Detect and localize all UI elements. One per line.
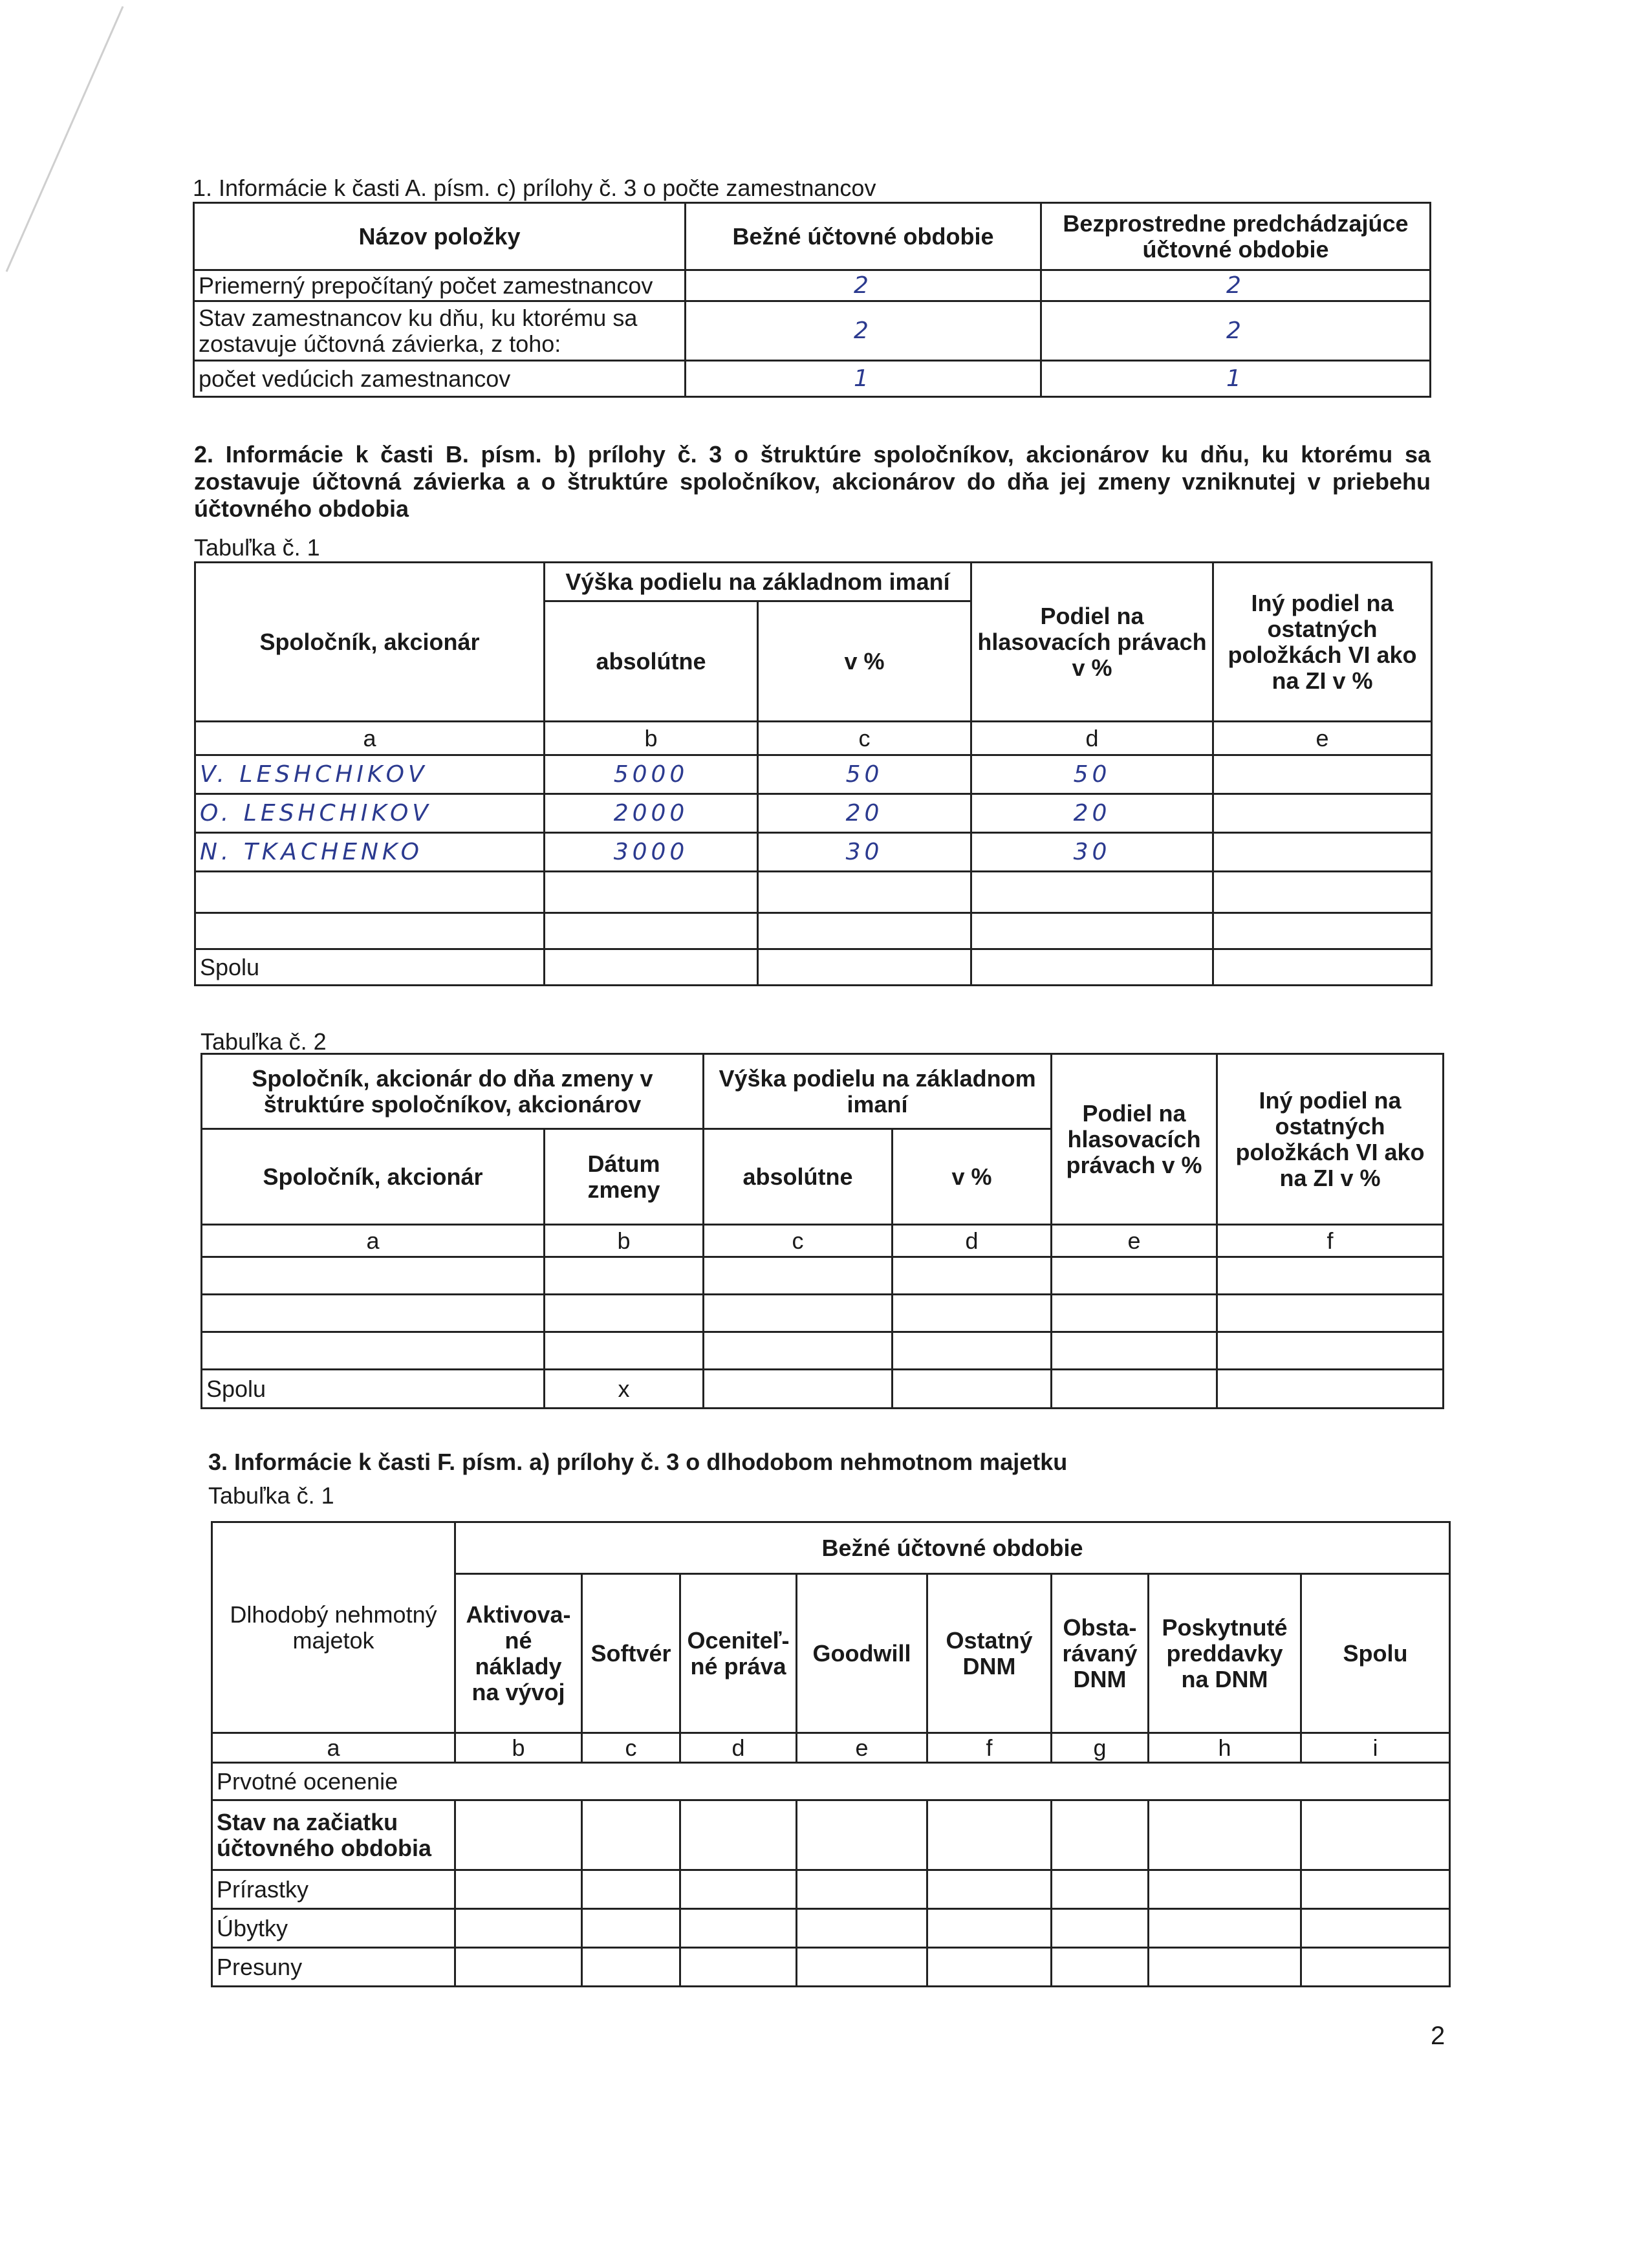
total-row <box>195 949 1432 986</box>
col-letter: c <box>582 1733 680 1763</box>
section1-title: 1. Informácie k časti A. písm. c) prílohy č. 3 o počte zamestnancov <box>193 175 876 201</box>
table-row <box>212 1870 1450 1909</box>
absolute-value: 2000 <box>545 794 758 833</box>
column-letters-row <box>195 722 1432 755</box>
header-other-dnm: Ostatný DNM <box>927 1574 1052 1733</box>
scan-edge-mark <box>0 0 142 297</box>
col-letter: g <box>1052 1733 1149 1763</box>
col-letter: d <box>971 722 1213 755</box>
col-letter: f <box>1217 1225 1444 1257</box>
other-value <box>1213 794 1432 833</box>
intangible-assets-table <box>211 1521 1451 1987</box>
col-letter: e <box>1213 722 1432 755</box>
header-capital-share: Výška podielu na základnom imaní <box>545 563 971 601</box>
table-row <box>202 1257 1444 1295</box>
voting-value: 20 <box>971 794 1213 833</box>
header-other-share: Iný podiel na ostatných položkách VI ako na ZI v % <box>1213 563 1432 722</box>
header-percent: v % <box>758 601 971 722</box>
col-letter: d <box>893 1225 1052 1257</box>
other-value <box>1213 833 1432 872</box>
total-date: x <box>545 1370 704 1409</box>
voting-value: 30 <box>971 833 1213 872</box>
header-other-share: Iný podiel na ostatných položkách VI ako na ZI v % <box>1217 1054 1444 1225</box>
previous-value: 1 <box>1041 361 1431 397</box>
col-letter: a <box>202 1225 545 1257</box>
header-voting-share: Podiel na hlasovacích právach v % <box>971 563 1213 722</box>
header-total: Spolu <box>1301 1574 1450 1733</box>
header-acquired-dnm: Obsta-rávaný DNM <box>1052 1574 1149 1733</box>
col-letter: b <box>545 1225 704 1257</box>
absolute-value: 3000 <box>545 833 758 872</box>
header-item: Dlhodobý nehmotný majetok <box>212 1522 455 1733</box>
row-label: Prírastky <box>212 1870 455 1909</box>
table-row <box>212 1763 1450 1800</box>
header-absolute: absolútne <box>545 601 758 722</box>
header-software: Softvér <box>582 1574 680 1733</box>
absolute-value: 5000 <box>545 755 758 794</box>
total-row <box>202 1370 1444 1409</box>
header-change-date: Dátum zmeny <box>545 1129 704 1225</box>
page-number: 2 <box>1431 2022 1446 2050</box>
row-label: Prvotné ocenenie <box>212 1763 1450 1800</box>
current-value: 2 <box>686 270 1041 301</box>
header-partner-group: Spoločník, akcionár do dňa zmeny v štruktúre spoločníkov, akcionárov <box>202 1054 704 1129</box>
section3-table-label: Tabuľka č. 1 <box>208 1482 334 1509</box>
table-row <box>195 872 1432 913</box>
header-current-period: Bežné účtovné obdobie <box>686 203 1041 270</box>
header-capitalized-dev: Aktivova-né náklady na vývoj <box>455 1574 582 1733</box>
table2-label: Tabuľka č. 2 <box>200 1028 327 1055</box>
header-item-name: Názov položky <box>194 203 686 270</box>
table1-label: Tabuľka č. 1 <box>194 534 320 561</box>
col-letter: i <box>1301 1733 1450 1763</box>
table-row <box>202 1332 1444 1370</box>
table-row <box>194 270 1431 301</box>
column-letters-row <box>202 1225 1444 1257</box>
row-label: Stav na začiatku účtovného obdobia <box>212 1800 455 1870</box>
section2-title: 2. Informácie k časti B. písm. b) prílohy č. 3 o štruktúre spoločníkov, akcionárov ku dňu, ku ktorému sa zostavuje účtovná závierka a o štruktúre spoločníkov, akcionárov do dňa jej zmeny vzniknutej v priebehu účtovného obdobia <box>194 441 1431 522</box>
header-advances: Poskytnuté preddavky na DNM <box>1149 1574 1301 1733</box>
current-value: 2 <box>686 301 1041 361</box>
partner-name: N. TKACHENKO <box>195 833 545 872</box>
table-row <box>195 913 1432 949</box>
current-value: 1 <box>686 361 1041 397</box>
header-previous-period: Bezprostredne predchádzajúce účtovné obdobie <box>1041 203 1431 270</box>
column-letters-row <box>212 1733 1450 1763</box>
percent-value: 30 <box>758 833 971 872</box>
col-letter: f <box>927 1733 1052 1763</box>
table-row <box>195 833 1432 872</box>
table-row <box>194 301 1431 361</box>
header-voting-share: Podiel na hlasovacích právach v % <box>1052 1054 1217 1225</box>
row-label: Úbytky <box>212 1909 455 1948</box>
total-label: Spolu <box>195 949 545 986</box>
employees-table <box>193 202 1431 398</box>
table-row <box>212 1948 1450 1987</box>
partner-name: O. LESHCHIKOV <box>195 794 545 833</box>
previous-value: 2 <box>1041 301 1431 361</box>
col-letter: a <box>195 722 545 755</box>
percent-value: 50 <box>758 755 971 794</box>
table-row <box>202 1295 1444 1332</box>
voting-value: 50 <box>971 755 1213 794</box>
section3-title: 3. Informácie k časti F. písm. a) prílohy č. 3 o dlhodobom nehmotnom majetku <box>208 1449 1068 1475</box>
header-capital-share: Výška podielu na základnom imaní <box>704 1054 1052 1129</box>
percent-value: 20 <box>758 794 971 833</box>
header-current-period: Bežné účtovné obdobie <box>455 1522 1450 1574</box>
row-label: Priemerný prepočítaný počet zamestnancov <box>194 270 686 301</box>
col-letter: e <box>797 1733 927 1763</box>
partner-name: V. LESHCHIKOV <box>195 755 545 794</box>
col-letter: h <box>1149 1733 1301 1763</box>
col-letter: c <box>758 722 971 755</box>
col-letter: b <box>455 1733 582 1763</box>
previous-value: 2 <box>1041 270 1431 301</box>
table-row <box>212 1909 1450 1948</box>
shareholders-table <box>194 561 1433 986</box>
col-letter: d <box>680 1733 797 1763</box>
header-partner: Spoločník, akcionár <box>202 1129 545 1225</box>
shareholder-changes-table <box>200 1053 1444 1409</box>
header-percent: v % <box>893 1129 1052 1225</box>
table-row <box>212 1800 1450 1870</box>
col-letter: b <box>545 722 758 755</box>
row-label: počet vedúcich zamestnancov <box>194 361 686 397</box>
col-letter: e <box>1052 1225 1217 1257</box>
table-row <box>195 794 1432 833</box>
other-value <box>1213 755 1432 794</box>
row-label: Stav zamestnancov ku dňu, ku ktorému sa zostavuje účtovná závierka, z toho: <box>194 301 686 361</box>
col-letter: a <box>212 1733 455 1763</box>
header-goodwill: Goodwill <box>797 1574 927 1733</box>
col-letter: c <box>704 1225 893 1257</box>
total-label: Spolu <box>202 1370 545 1409</box>
table-row <box>194 361 1431 397</box>
table-row <box>195 755 1432 794</box>
row-label: Presuny <box>212 1948 455 1987</box>
header-partner: Spoločník, akcionár <box>195 563 545 722</box>
header-absolute: absolútne <box>704 1129 893 1225</box>
header-rights: Oceniteľ-né práva <box>680 1574 797 1733</box>
